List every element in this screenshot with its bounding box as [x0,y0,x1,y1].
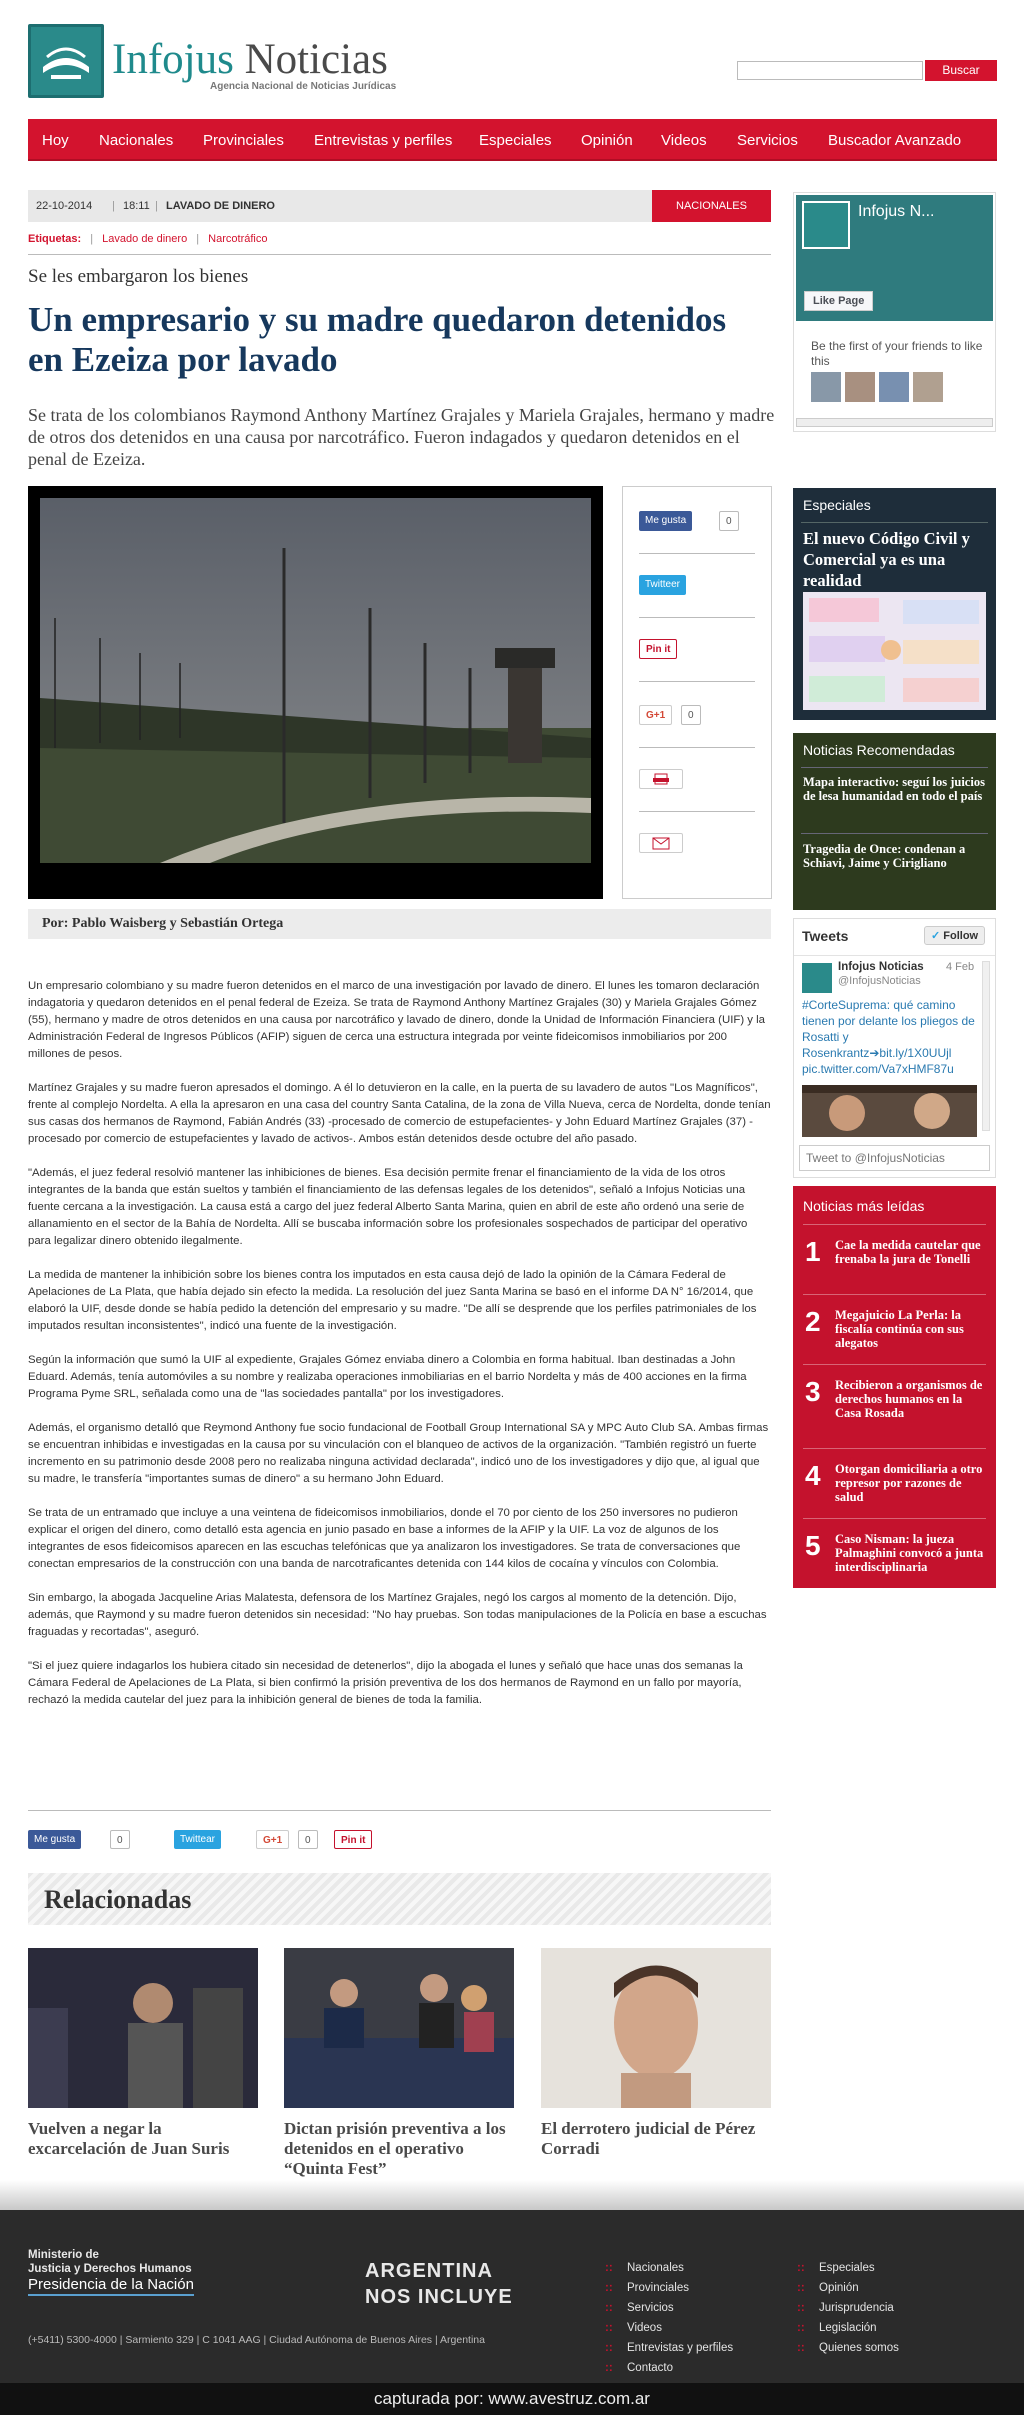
nav-item-servicios[interactable]: Servicios [737,132,798,149]
tags-label: Etiquetas: [28,233,82,245]
logo-text[interactable] [112,38,388,81]
rank-number: 4 [805,1460,821,1491]
gplus-count: 0 [681,705,701,725]
footer-link[interactable]: :: Legislación [797,2318,899,2338]
especiales-image[interactable] [803,592,986,710]
byline: Por: Pablo Waisberg y Sebastián Ortega [28,909,771,939]
nav-item-nacionales[interactable]: Nacionales [99,132,174,149]
ministry-line1: Ministerio de [28,2249,99,2261]
recomendada-link[interactable]: Tragedia de Once: condenan a Schiavi, Jaime y Cirigliano [803,842,966,870]
article-lead: Se trata de los colombianos Raymond Anthony Martínez Grajales y Mariela Grajales, hermano y madre de otros dos detenidos en una causa por narcotráfico. Fueron indagados y quedaron detenidos en el penal de Ezeiza. [28,405,775,469]
paragraph: Sin embargo, la abogada Jacqueline Arias Malatesta, defensora de los Martínez Grajales, negó los cargos al momento de la detención. Dijo, además, que Raymond y su madre fueron detenidos sin necesidad: "No hay pruebas. Son todas manipulaciones de la Policía en base a escuchas fraguadas y recortadas", aseguró. [28,1592,767,1638]
rank-number: 3 [805,1376,821,1407]
logo-word2: Noticias [244,36,388,83]
mas-leidas-box [793,1186,996,1588]
fb-scrollbar[interactable] [796,418,993,427]
tweet-author[interactable]: Infojus Noticias [838,961,924,973]
especiales-heading: Especiales [803,497,871,513]
footer-link[interactable]: :: Nacionales [605,2258,733,2278]
article-meta-bar: 22-10-2014 | 18:11 | LAVADO DE DINERO [28,190,771,222]
footer-link[interactable]: :: Especiales [797,2258,899,2278]
tweet-handle[interactable]: @InfojusNoticias [838,975,921,987]
article-kicker: Se les embargaron los bienes [28,266,249,287]
facebook-count: 0 [719,511,739,531]
twitter-button[interactable]: Twitteer [639,575,686,595]
paragraph: Según la información que sumó la UIF al expediente, Grajales Gómez enviaba dinero a Colombia en forma habitual. Iban destinadas a John Eduard. Además, tenía automóviles a su nombre y realizaba operaciones inmobiliarias en el barrio Nordelta y más de 400 acciones en la firma Programa Pyme SRL, señalada como una de "las sociedades pantalla" por los investigadores. [28,1354,747,1400]
nav-item-buscador[interactable]: Buscador Avanzado [828,132,962,149]
paragraph: Se trata de un entramado que incluye a una veintena de fideicomisos inmobiliarios, donde el 70 por ciento de los 250 inversores no pudieron explicar el origen del dinero, como detalló esta agencia en junio pasado en base a informes de la AFIP y la UIF. La voz de algunos de los integrantes de esos fideicomisos aparecen en las escuchas telefónicas que ya analizaron los investigadores. Se trata de conversaciones que conectan empresarios de la construcción con una banda de narcotraficantes detenida con 144 kilos de cocaína y vínculos con Colombia. [28,1507,741,1570]
divider [28,254,771,255]
tag-link[interactable]: Narcotráfico [208,233,268,245]
fb-like-page-button[interactable]: Like Page [804,291,873,311]
fb-page-name[interactable]: Infojus N... [858,203,935,220]
mas-leida-link[interactable]: Caso Nisman: la jueza Palmaghini convocó a junta interdisciplinaria [835,1532,984,1574]
follow-button[interactable] [924,926,985,945]
nav-item-hoy[interactable]: Hoy [42,132,69,149]
footer-link[interactable]: :: Servicios [605,2298,733,2318]
paragraph: Además, el organismo detalló que Reymond Anthony fue socio fundacional de Football Group International SA y MPC Auto Club SA. Ambas firmas se encuentran inhibidas e investigadas en la causa por su vinculación con el blanqueo de activos de la organización. "También registró un fuerte incremento en su patrimonio desde 2008 pero no realizaba ninguna actividad declarada", indicó uno de los investigadores y dijo que, al igual que su madre, le transfería "importantes sumas de dinero" a su hermano John Eduard. [28,1422,769,1485]
footer-link[interactable]: :: Jurisprudencia [797,2298,899,2318]
avatar[interactable] [802,963,832,993]
footer-links-col1 [605,2258,733,2378]
tags: Etiquetas: | Lavado de dinero | Narcotráfico [28,233,268,245]
rank-number: 5 [805,1530,821,1561]
rank-number: 2 [805,1306,821,1337]
footer-links-col2 [797,2258,899,2358]
tweet-scrollbar[interactable] [982,961,990,1131]
related-heading-bar [28,1873,771,1925]
ministry-line2: Justicia y Derechos Humanos [28,2263,192,2275]
footer-link[interactable]: :: Videos [605,2318,733,2338]
gplus-count: 0 [298,1830,318,1849]
article-photo [28,486,603,899]
related-title[interactable]: El derrotero judicial de Pérez Corradi [541,2119,756,2158]
facebook-like-button[interactable]: Me gusta [639,511,692,531]
tag-link[interactable]: Lavado de dinero [102,233,188,245]
paragraph: Martínez Grajales y su madre fueron apresados el domingo. A él lo detuvieron en la calle, en la puerta de su lavadero de autos "Los Magníficos", frente al complejo Nordelta. A ella la apresaron en una casa del country Santa Catalina, de la zona de Villa Nueva, cerca de Nordelta, donde tenían sus casas dos hermanos de Raymond, Fabián Andrés (33) -procesado de comercio de estupefacientes- y John Eduard Martínez Grajales (37) -procesado por comercio de estupefacientes y lavado de activos-. Ambos están detenidos desde octubre del año pasado. [28,1082,771,1145]
footer-link[interactable]: :: Contacto [605,2358,733,2378]
logo-subtitle: Agencia Nacional de Noticias Jurídicas [210,81,397,92]
print-icon[interactable] [639,769,683,789]
email-icon[interactable] [639,833,683,853]
argentina-line2: NOS INCLUYE [365,2286,513,2308]
gplus-button[interactable]: G+1 [639,705,672,725]
tweet-image[interactable] [802,1085,977,1137]
presidencia: Presidencia de la Nación [28,2278,194,2296]
article-body [28,978,771,1726]
fb-friend-avatars [811,372,961,406]
facebook-count: 0 [110,1830,130,1849]
rank-number: 1 [805,1236,821,1267]
ministry-logo[interactable] [28,2248,194,2296]
article-time: 18:11 [123,200,150,212]
facebook-page-header[interactable] [796,195,993,321]
recomendadas-box [793,733,996,910]
pinterest-button[interactable]: Pin it [334,1830,372,1849]
article-topic[interactable]: LAVADO DE DINERO [166,200,275,212]
share-column [622,486,772,899]
footer-link[interactable]: :: Entrevistas y perfiles [605,2338,733,2358]
twitter-bird-icon: ✓ [931,930,941,942]
recomendadas-heading: Noticias Recomendadas [803,742,955,758]
especiales-title[interactable]: El nuevo Código Civil y Comercial ya es una realidad [803,529,970,590]
tweets-heading: Tweets [802,928,849,944]
twitter-button[interactable]: Twittear [174,1830,221,1849]
paragraph: "Si el juez quiere indagarlos los hubiera citado sin necesidad de detenerlos", dijo la abogada el lunes y señaló que hace unas dos semanas la Cámara Federal de Apelaciones de La Plata, si bien confirmó la prisión preventiva de los dos hermanos de Raymond en un fallo por mayoría, rechazó la medida cautelar del juez para la inhibición general de bienes de toda la familia. [28,1660,743,1706]
article-title: Un empresario y su madre quedaron detenidos en Ezeiza por lavado [28,300,727,379]
argentina-logo [365,2258,513,2310]
logo-icon[interactable] [28,24,104,98]
capture-credit: capturada por: www.avestruz.com.ar [0,2383,1024,2415]
related-heading: Relacionadas [44,1885,192,1914]
logo-icon [802,201,850,249]
nav-item-opinion[interactable]: Opinión [581,132,633,149]
related-title[interactable]: Dictan prisión preventiva a los detenidos en el operativo “Quinta Fest” [284,2119,506,2178]
tweet-text[interactable]: #CorteSuprema: qué camino tienen por delante los pliegos de Rosatti y Rosenkrantz➔bit.ly/1X0UUjl pic.twitter.com/Va7xHMF87u [802,998,975,1076]
related-title[interactable]: Vuelven a negar la excarcelación de Juan Suris [28,2119,230,2158]
tweet-date[interactable]: 4 Feb [946,961,975,973]
main-nav [28,119,997,161]
mas-leida-link[interactable]: Megajuicio La Perla: la fiscalía continúa con sus alegatos [835,1308,964,1350]
follow-label: Follow [943,930,979,942]
mas-leida-link[interactable]: Cae la medida cautelar que frenaba la jura de Tonelli [835,1238,981,1266]
pinterest-button[interactable]: Pin it [639,639,677,659]
nav-item-videos[interactable]: Videos [661,132,707,149]
footer-address: (+5411) 5300-4000 | Sarmiento 329 | C 1041 AAG | Ciudad Autónoma de Buenos Aires | Argentina [28,2334,485,2346]
logo-word1: Infojus [112,36,234,83]
fb-text: Be the first of your friends to like this [811,339,983,368]
paragraph: La medida de mantener la inhibición sobre los bienes contra los imputados en esta causa dejó de lado la opinión de la Cámara Federal de Apelaciones de La Plata, que había dejado sin efecto la medida. La resolución del juez Santa Marina se basó en el informe DA N° 16/2014, que elaboró la UIF, desde donde se había pedido la detención del empresario y su madre. "De allí se desprende que los perfiles patrimoniales de los imputados resultan inconsistentes", indicó una fuente de la investigación. [28,1269,757,1332]
paragraph: Un empresario colombiano y su madre fueron detenidos en el marco de una investigación por lavado de dinero. El lunes les tomaron declaración indagatoria y quedaron detenidos en el penal federal de Ezeiza. Se trata de Raymond Anthony Martínez Grajales (30) y Mariela Grajales Gómez (55), hermano y madre de otros detenidos en una causa por narcotráfico y lavado de dinero, donde la Unidad de Información Financiera (UIF) y la Administración Federal de Ingresos Públicos (AFIP) siguen de cerca una estructura integrada por veinte fideicomisos inmobiliarios por 200 millones de pesos. [28,980,766,1060]
mas-leidas-heading: Noticias más leídas [803,1198,925,1214]
nav-item-entrevistas[interactable]: Entrevistas y perfiles [314,132,453,149]
search-input[interactable] [737,61,923,80]
article-date: 22-10-2014 [36,200,93,212]
footer [0,2210,1024,2415]
paragraph: "Además, el juez federal resolvió mantener las inhibiciones de bienes. Esa decisión permite frenar el financiamiento de la vida de los otros integrantes de la banda que están sueltos y también el financiamiento de las defensas legales de los detenidos", señaló a Infojus Noticias una fuente cercana a la investigación. La causa está a cargo del juez federal Alberto Santa Marina, quien en abril de este año ordenó una serie de allanamiento en el sector de la Bahía de Nordelta. Allí se buscaba información sobre los profesionales sospechados de participar del operativo para legalizar dinero obtenido ilegalmente. [28,1167,748,1247]
gplus-button[interactable]: G+1 [256,1830,289,1849]
especiales-box[interactable] [793,488,996,720]
footer-link[interactable]: :: Quienes somos [797,2338,899,2358]
facebook-like-button[interactable]: Me gusta [28,1830,81,1849]
recomendada-link[interactable]: Mapa interactivo: seguí los juicios de lesa humanidad en todo el país [803,775,985,803]
section-badge[interactable]: NACIONALES [652,190,771,222]
search-button[interactable]: Buscar [925,60,997,81]
argentina-line1: ARGENTINA [365,2260,493,2282]
related-image[interactable] [541,1948,771,2108]
related-image[interactable] [28,1948,258,2108]
mas-leida-link[interactable]: Recibieron a organismos de derechos humanos en la Casa Rosada [835,1378,983,1420]
footer-link[interactable]: :: Opinión [797,2278,899,2298]
twitter-widget [793,918,996,1178]
mas-leida-link[interactable]: Otorgan domiciliaria a otro represor por razones de salud [835,1462,983,1504]
footer-link[interactable]: :: Provinciales [605,2278,733,2298]
tweet-input[interactable]: Tweet to @InfojusNoticias [799,1145,990,1171]
nav-item-especiales[interactable]: Especiales [479,132,552,149]
related-image[interactable] [284,1948,514,2108]
nav-item-provinciales[interactable]: Provinciales [203,132,284,149]
